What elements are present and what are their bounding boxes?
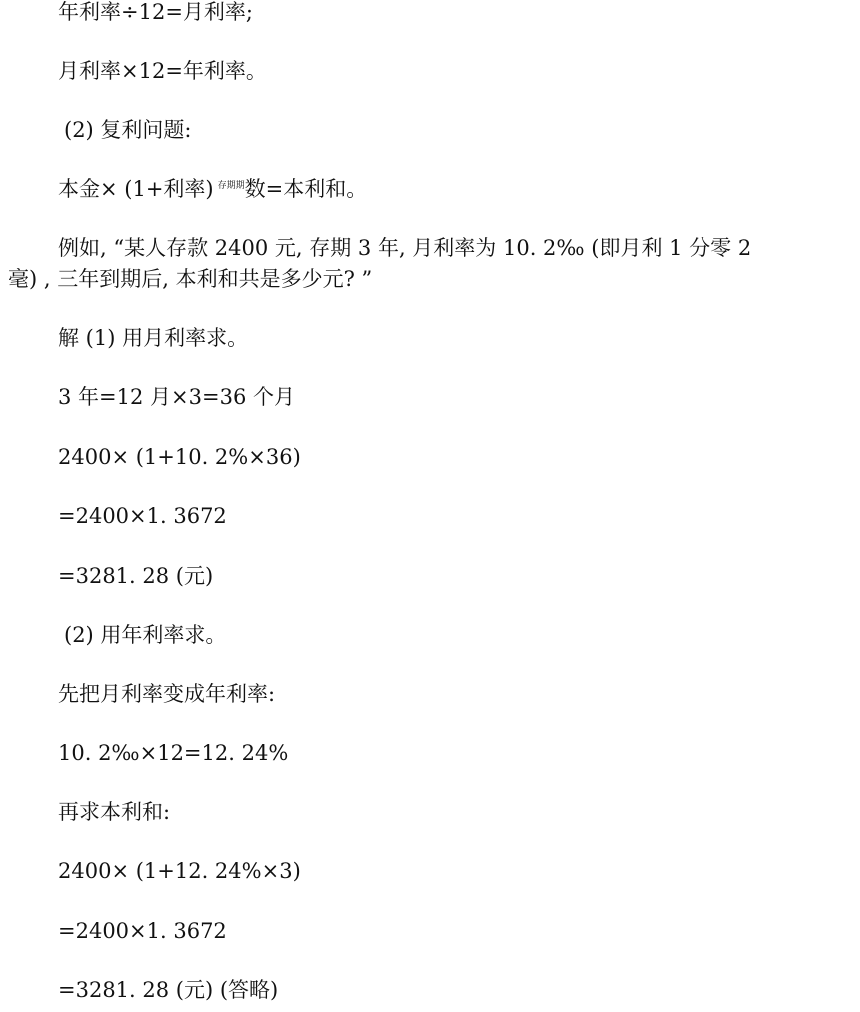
formula-annual-to-monthly: 年利率÷12=月利率; <box>58 0 253 24</box>
solution-step-months: 3 年=12 月×3=36 个月 <box>58 385 295 409</box>
solution-step-expression-2: 2400× (1+12. 24%×3) <box>58 859 301 883</box>
formula-compound-result: 数=本利和。 <box>244 177 368 201</box>
example-problem-line-1: 例如, “某人存款 2400 元, 存期 3 年, 月利率为 10. 2‰ (即月利 1 分零 2 <box>58 236 752 260</box>
solution-step-product-1: =2400×1. 3672 <box>58 504 227 528</box>
solution-method-1-heading: 解 (1) 用月利率求。 <box>58 326 249 350</box>
example-problem-line-2: 毫) , 三年到期后, 本利和共是多少元? ” <box>8 267 373 291</box>
solution-step-annual-rate: 10. 2‰×12=12. 24% <box>58 741 289 765</box>
formula-compound-interest <box>0 177 860 206</box>
solution-step-compute-total: 再求本利和: <box>58 800 171 824</box>
section-heading-compound-interest: (2) 复利问题: <box>64 118 192 142</box>
solution-step-result-1: =3281. 28 (元) <box>58 564 214 588</box>
formula-exponent: 存期期 <box>217 181 245 191</box>
example-problem <box>0 236 860 291</box>
solution-step-product-2: =2400×1. 3672 <box>58 919 227 943</box>
formula-compound-base: 本金× (1+利率) <box>58 177 214 201</box>
formula-monthly-to-annual: 月利率×12=年利率。 <box>58 59 267 83</box>
solution-step-result-2: =3281. 28 (元) (答略) <box>58 978 279 1002</box>
solution-step-convert-rate: 先把月利率变成年利率: <box>58 682 276 706</box>
solution-step-expression-1: 2400× (1+10. 2%×36) <box>58 445 301 469</box>
solution-method-2-heading: (2) 用年利率求。 <box>64 623 227 647</box>
